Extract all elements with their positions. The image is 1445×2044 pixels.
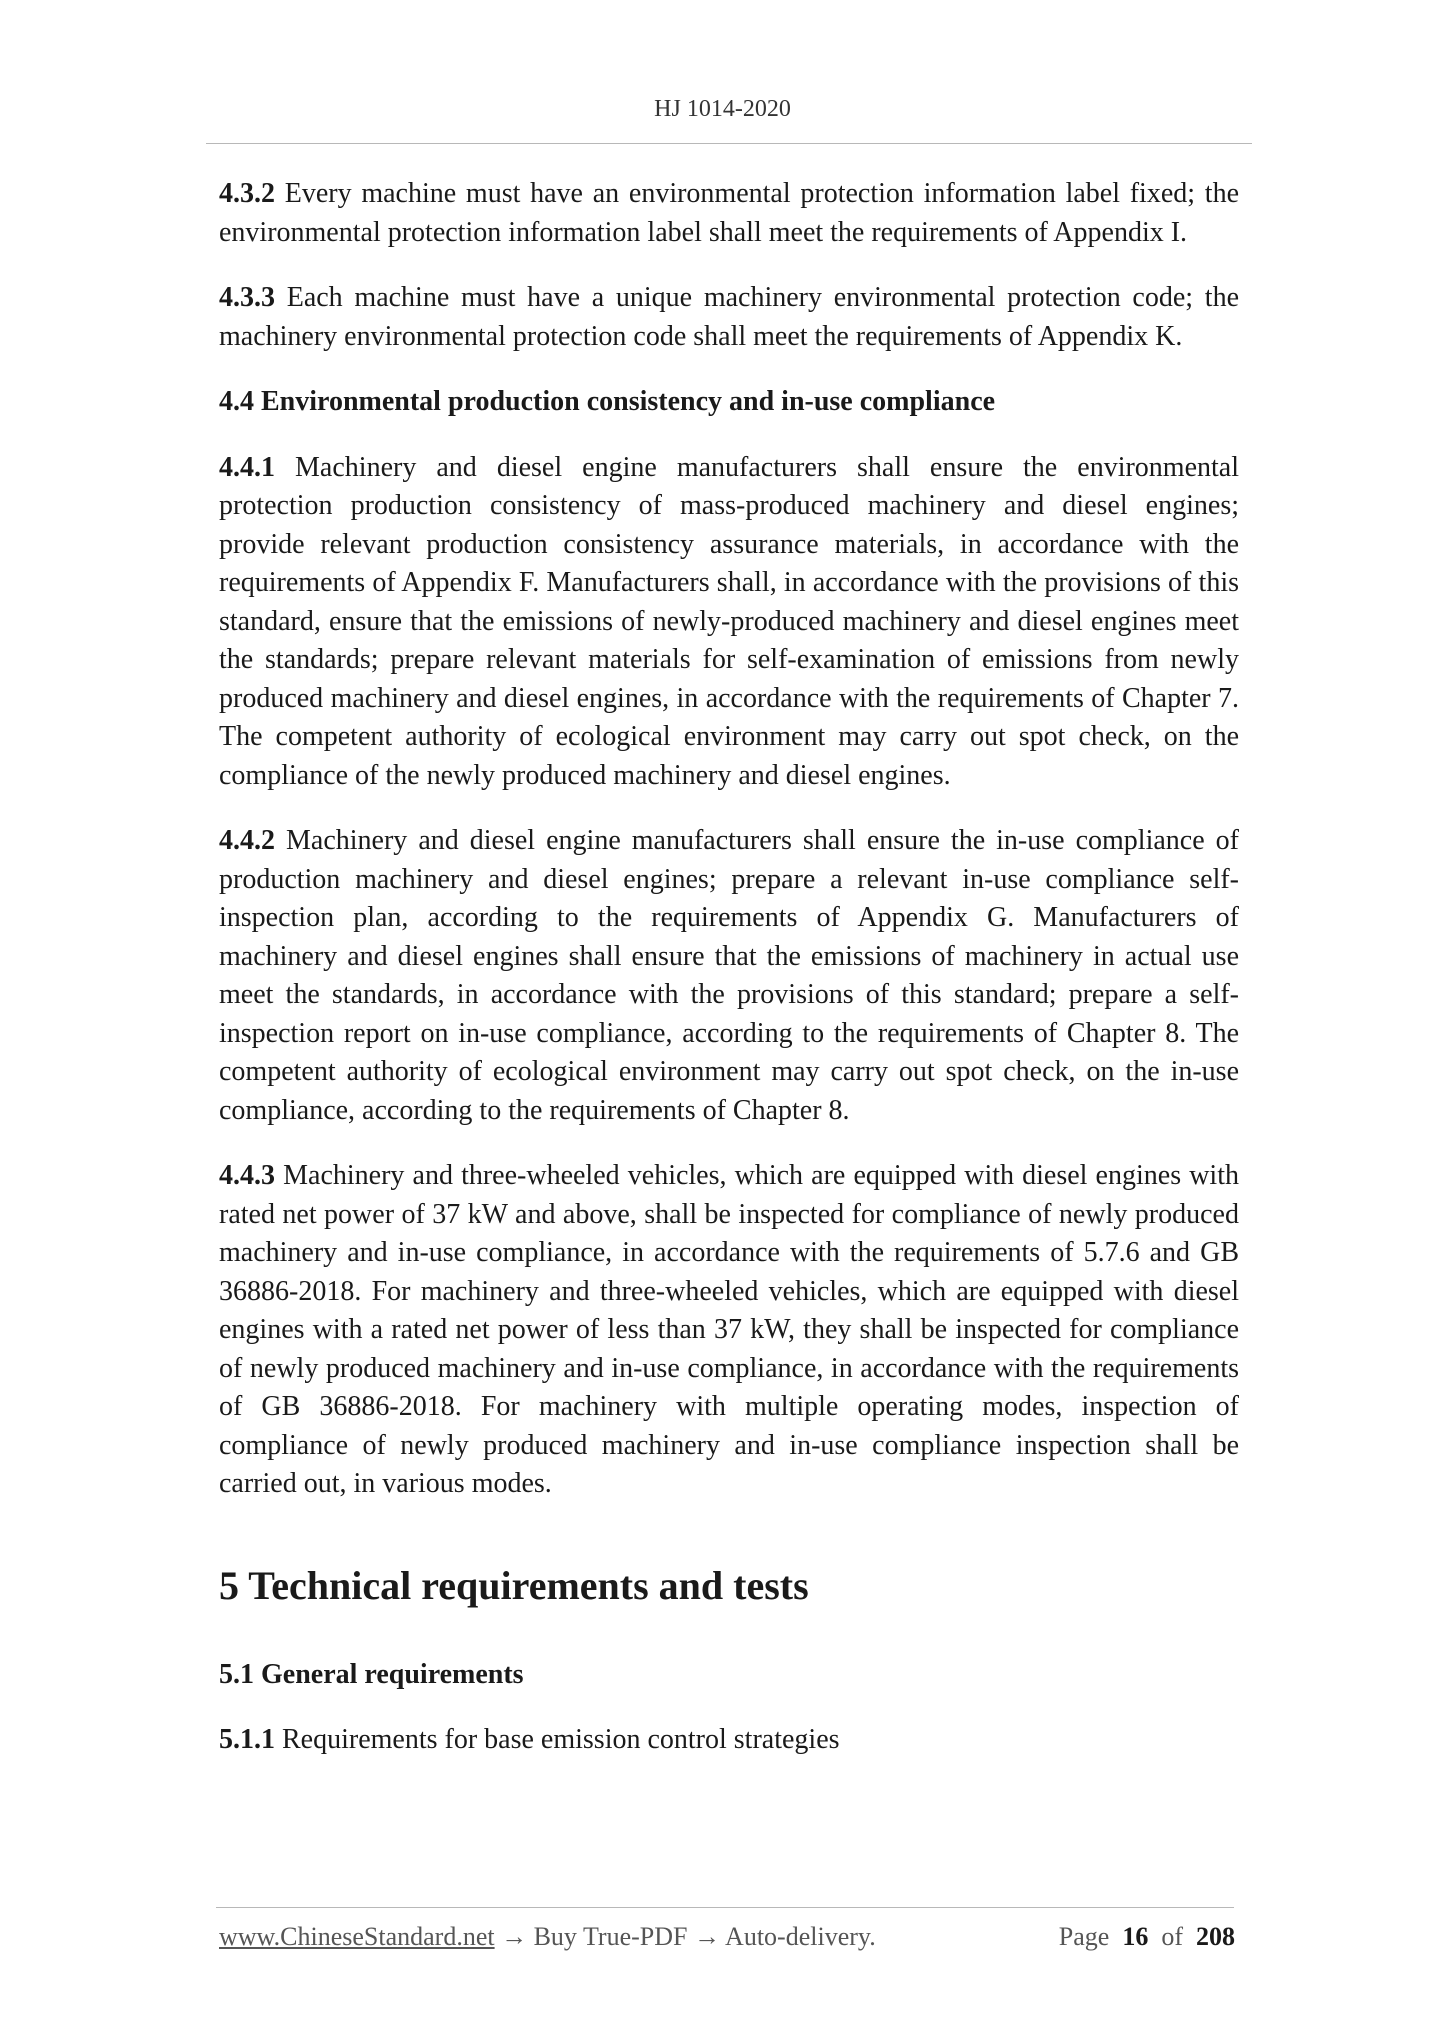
heading-5-1: 5.1 General requirements: [219, 1658, 524, 1690]
page-header-title: HJ 1014-2020: [654, 96, 791, 122]
current-page: 16: [1122, 1922, 1149, 1951]
clause-number: 5.1.1: [219, 1724, 275, 1755]
clause-text: Each machine must have a unique machinery environmental protection code; the machinery environmental protection code shall meet the requirements of Appendix K.: [219, 282, 1239, 352]
clause-number: 4.4.1: [219, 451, 275, 483]
heading-4-4: 4.4 Environmental production consistency and in-use compliance: [219, 386, 996, 417]
document-body: [219, 175, 1239, 1787]
clause-number: 4.4.2: [219, 825, 275, 856]
paragraph-5-1-1: [219, 1721, 1239, 1760]
paragraph-4-3-2: [219, 175, 1239, 252]
total-pages: 208: [1196, 1922, 1235, 1951]
paragraph-4-4-1: [219, 449, 1239, 796]
clause-number: 4.3.2: [219, 178, 275, 209]
section-title-5: 5 Technical requirements and tests: [219, 1562, 809, 1608]
paragraph-4-3-3: [219, 279, 1239, 356]
page-footer: [219, 1922, 1235, 1952]
clause-number: 4.4.3: [219, 1160, 275, 1191]
footer-tagline: → Buy True-PDF → Auto-delivery.: [494, 1922, 876, 1951]
clause-text: Every machine must have an environmental protection information label fixed; the environmental protection information label shall meet the requirements of Appendix I.: [219, 178, 1239, 248]
clause-text: Machinery and diesel engine manufacturers shall ensure the environmental protection production consistency of mass-produced machinery and diesel engines; provide relevant production consistency assurance materials, in accordance with the requirements of Appendix F. Manufacturers shall, in accordance with the provisions of this standard, ensure that the emissions of newly-produced machinery and diesel engines meet the standards; prepare relevant materials for self-examination of emissions from newly produced machinery and diesel engines, in accordance with the requirements of Chapter 7. The competent authority of ecological environment may carry out spot check, on the compliance of the newly produced machinery and diesel engines.: [219, 451, 1239, 791]
header-divider: [206, 143, 1252, 144]
page-number: [1059, 1922, 1235, 1952]
paragraph-4-4-2: [219, 822, 1239, 1130]
clause-text: Requirements for base emission control strategies: [275, 1724, 840, 1755]
page-label: Page: [1058, 1922, 1110, 1951]
clause-text: Machinery and diesel engine manufacturers shall ensure the in-use compliance of production machinery and diesel engines; prepare a relevant in-use compliance self-inspection plan, according to the requirements of Appendix G. Manufacturers of machinery and diesel engines shall ensure that the emissions of machinery in actual use meet the standards, in accordance with the provisions of this standard; prepare a self-inspection report on in-use compliance, according to the requirements of Chapter 8. The competent authority of ecological environment may carry out spot check, on the in-use compliance, according to the requirements of Chapter 8.: [219, 825, 1239, 1126]
footer-divider: [216, 1907, 1234, 1908]
clause-number: 4.3.3: [219, 282, 275, 313]
footer-left: [219, 1922, 876, 1952]
page-of-label: of: [1161, 1922, 1183, 1951]
website-link[interactable]: www.ChineseStandard.net: [219, 1922, 495, 1951]
paragraph-4-4-3: [219, 1157, 1239, 1504]
clause-text: Machinery and three-wheeled vehicles, which are equipped with diesel engines with rated net power of 37 kW and above, shall be inspected for compliance of newly produced machinery and in-use compliance, in accordance with the requirements of 5.7.6 and GB 36886-2018. For machinery and three-wheeled vehicles, which are equipped with diesel engines with a rated net power of less than 37 kW, they shall be inspected for compliance of newly produced machinery and in-use compliance, in accordance with the requirements of GB 36886-2018. For machinery with multiple operating modes, inspection of compliance of newly produced machinery and in-use compliance inspection shall be carried out, in various modes.: [219, 1160, 1239, 1499]
